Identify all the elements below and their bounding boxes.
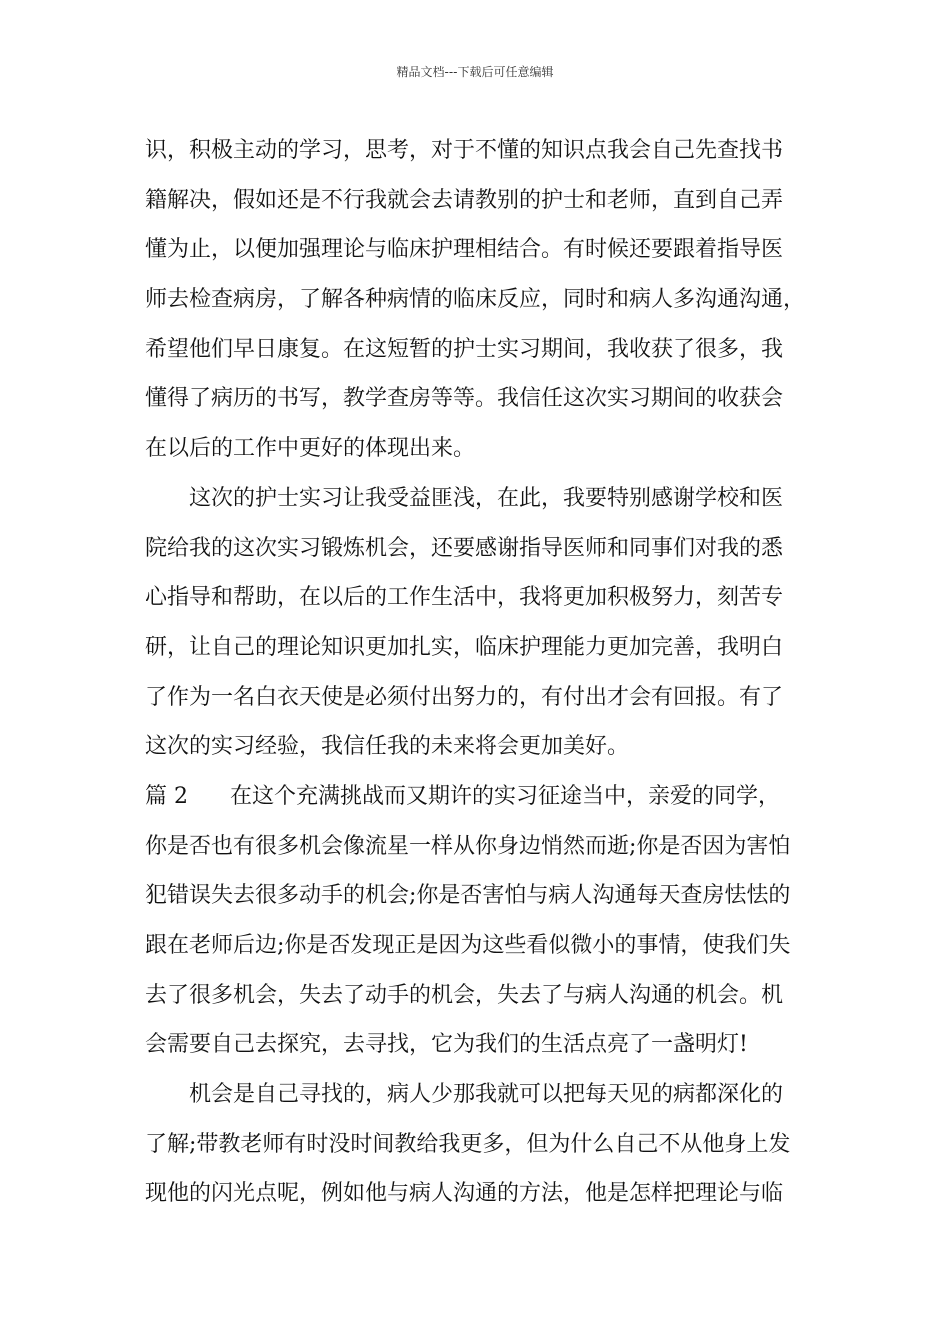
page-header: 精品文档---下载后可任意编辑 [396, 65, 554, 79]
text-line: 现他的闪光点呢，例如他与病人沟通的方法，他是怎样把理论与临 [145, 1181, 784, 1207]
text-line: 院给我的这次实习锻炼机会，还要感谢指导医师和同事们对我的悉 [145, 535, 784, 561]
text-line: 研，让自己的理论知识更加扎实，临床护理能力更加完善，我明白 [145, 634, 784, 660]
text-line: 希望他们早日康复。在这短暂的护士实习期间，我收获了很多，我 [145, 336, 784, 362]
section-label: 篇 2 [145, 783, 188, 809]
text-line: 这次的实习经验，我信任我的未来将会更加美好。 [145, 734, 630, 760]
text-line: 籍解决，假如还是不行我就会去请教别的护士和老师，直到自己弄 [145, 187, 784, 213]
paragraph-start-line: 这次的护士实习让我受益匪浅，在此，我要特别感谢学校和医 [189, 485, 784, 511]
text-line: 师去检查病房，了解各种病情的临床反应，同时和病人多沟通沟通， [145, 287, 806, 313]
text-line: 跟在老师后边;你是否发现正是因为这些看似微小的事情，使我们失 [145, 933, 791, 958]
text-line: 犯错误失去很多动手的机会;你是否害怕与病人沟通每天查房怯怯的 [145, 883, 791, 909]
text-line: 了作为一名白衣天使是必须付出努力的，有付出才会有回报。有了 [145, 684, 784, 710]
text-line: 去了很多机会，失去了动手的机会，失去了与病人沟通的机会。机 [145, 982, 784, 1008]
text-line: 懂得了病历的书写，教学查房等等。我信任这次实习期间的收获会 [145, 386, 784, 412]
text-line: 你是否也有很多机会像流星一样从你身边悄然而逝;你是否因为害怕 [145, 833, 791, 859]
section-first-text: 在这个充满挑战而又期许的实习征途当中，亲爱的同学， [230, 783, 781, 809]
document-body [145, 126, 817, 1219]
text-line: 会需要自己去探究，去寻找，它为我们的生活点亮了一盏明灯! [145, 1032, 748, 1058]
text-line: 心指导和帮助，在以后的工作生活中，我将更加积极努力，刻苦专 [145, 585, 784, 611]
text-line: 在以后的工作中更好的体现出来。 [145, 436, 476, 462]
text-line: 了解;带教老师有时没时间教给我更多，但为什么自己不从他身上发 [145, 1131, 791, 1157]
paragraph-start-line: 机会是自己寻找的，病人少那我就可以把每天见的病都深化的 [189, 1082, 784, 1108]
text-line: 懂为止，以便加强理论与临床护理相结合。有时候还要跟着指导医 [145, 237, 784, 263]
section-start-line [145, 772, 817, 822]
text-line: 识，积极主动的学习，思考，对于不懂的知识点我会自己先查找书 [145, 138, 784, 163]
